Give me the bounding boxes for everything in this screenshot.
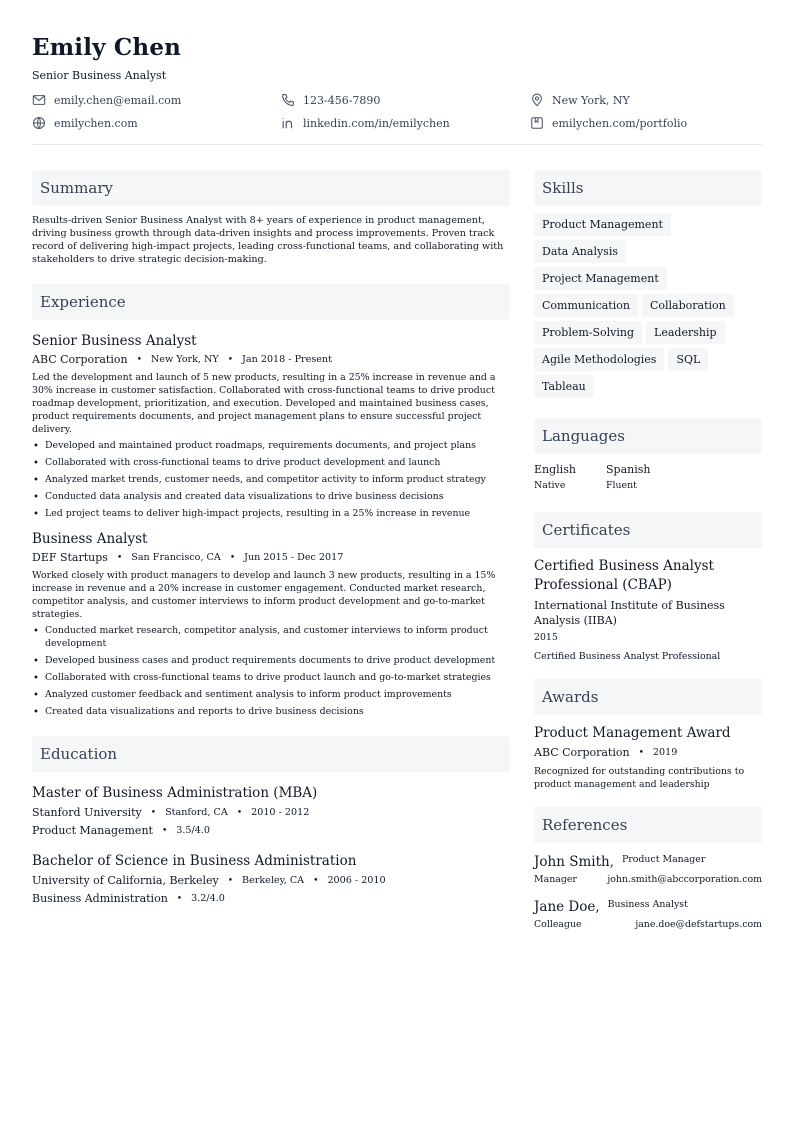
mail-icon <box>32 93 46 107</box>
job-title: Business Analyst <box>32 531 148 547</box>
header-divider <box>32 144 762 145</box>
job-meta <box>32 551 510 565</box>
summary-text: Results-driven Senior Business Analyst with 8+ years of experience in product management, driving business growth through data-driven insights and process improvements. Proven track record of delivering high-impact projects, leading cross-functional teams, and collaborating with stakeholders to drive strategic decision-making. <box>32 215 504 265</box>
reference-email[interactable]: john.smith@abccorporation.com <box>607 874 762 885</box>
field-of-study: Product Management <box>32 824 153 837</box>
award-year: 2019 <box>652 747 678 758</box>
school-name: Stanford University <box>32 806 142 819</box>
certificate-issuer: International Institute of Business Analysis (IIBA) <box>534 599 725 627</box>
contact-phone[interactable] <box>281 92 530 108</box>
certificates-heading: Certificates <box>534 512 762 548</box>
bullet-item: • Created data visualizations and reports to drive business decisions <box>32 705 510 718</box>
separator-dot: • <box>150 808 157 818</box>
globe-icon <box>32 116 46 130</box>
job-dates: Jun 2015 - Dec 2017 <box>244 552 344 563</box>
languages-list <box>534 462 762 492</box>
contact-email[interactable] <box>32 92 281 108</box>
portfolio-text: emilychen.com/portfolio <box>552 116 688 130</box>
education-meta <box>32 874 510 888</box>
reference-role: Business Analyst <box>607 899 688 910</box>
certificate-year: 2015 <box>534 632 558 643</box>
language-name: Spanish <box>606 463 651 476</box>
language-item <box>606 462 678 492</box>
job-location: San Francisco, CA <box>131 552 221 563</box>
education-heading: Education <box>32 736 510 772</box>
portfolio-icon <box>530 116 544 130</box>
separator-dot: • <box>161 826 168 836</box>
reference-details <box>534 874 762 886</box>
job-description: Worked closely with product managers to develop and launch 3 new products, resulting in a 15% increase in revenue and a 20% increase in customer engagement. Conducted market research, competitor analysis, and customer interviews to inform product development and go-to-market strategies. <box>32 570 496 620</box>
reference-relation: Manager <box>534 874 577 885</box>
separator-dot: • <box>236 808 243 818</box>
school-location: Berkeley, CA <box>242 875 305 886</box>
right-column <box>534 170 762 931</box>
contact-linkedin[interactable] <box>281 115 530 131</box>
education-entry <box>32 784 510 838</box>
company-name: DEF Startups <box>32 551 108 564</box>
map-pin-icon <box>530 93 544 107</box>
reference-details <box>534 919 762 931</box>
separator-dot: • <box>638 748 644 758</box>
job-description: Led the development and launch of 5 new products, resulting in a 25% increase in revenue and a 30% increase in customer satisfaction. Collaborated with cross-functional teams to drive product roadmap development, prioritization, and execution. Developed and maintained business cases, product requirements documents, and project management plans to ensure successful project delivery. <box>32 372 496 435</box>
separator-dot: • <box>229 553 236 563</box>
reference-name: Jane Doe, <box>534 899 600 915</box>
certificate-description: Certified Business Analyst Professional <box>534 651 721 662</box>
separator-dot: • <box>176 894 183 904</box>
language-level: Fluent <box>606 480 637 491</box>
website-text: emilychen.com <box>54 116 138 130</box>
education-dates: 2010 - 2012 <box>251 807 310 818</box>
linkedin-text: linkedin.com/in/emilychen <box>303 116 450 130</box>
job-meta <box>32 353 510 367</box>
separator-dot: • <box>227 876 234 886</box>
skill-chip: Project Management <box>534 267 667 290</box>
bullet-item: • Analyzed market trends, customer needs, and competitor activity to inform product strategy <box>32 473 510 486</box>
skill-chip: Problem-Solving <box>534 321 642 344</box>
education-field-row <box>32 824 510 838</box>
email-text: emily.chen@email.com <box>54 93 182 107</box>
skill-chip: Product Management <box>534 213 671 236</box>
bullet-item: • Developed business cases and product requirements documents to drive product development <box>32 654 510 667</box>
skill-chip: Communication <box>534 294 638 317</box>
candidate-name: Emily Chen <box>32 34 182 61</box>
reference-item <box>534 898 762 931</box>
skill-chip: Data Analysis <box>534 240 626 263</box>
linkedin-icon <box>281 116 295 130</box>
skills-list <box>534 213 762 402</box>
job-bullets <box>32 624 510 718</box>
skill-chip: SQL <box>668 348 708 371</box>
bullet-item: • Collaborated with cross-functional teams to drive product launch and go-to-market strategies <box>32 671 510 684</box>
language-item <box>534 462 606 492</box>
job-location: New York, NY <box>150 354 219 365</box>
bullet-item: • Conducted market research, competitor analysis, and customer interviews to inform product development <box>32 624 510 650</box>
education-dates: 2006 - 2010 <box>327 875 386 886</box>
certificate-title: Certified Business Analyst Professional (CBAP) <box>534 558 714 593</box>
school-location: Stanford, CA <box>165 807 228 818</box>
education-field-row <box>32 892 510 906</box>
reference-email[interactable]: jane.doe@defstartups.com <box>635 919 762 930</box>
reference-item <box>534 853 762 886</box>
company-name: ABC Corporation <box>32 353 128 366</box>
candidate-title: Senior Business Analyst <box>32 69 167 82</box>
separator-dot: • <box>136 355 142 365</box>
language-level: Native <box>534 480 566 491</box>
contact-list <box>32 92 762 131</box>
reference-role: Product Manager <box>622 854 706 865</box>
reference-header <box>534 898 762 917</box>
contact-portfolio[interactable] <box>530 115 762 131</box>
bullet-item: • Collaborated with cross-functional teams to drive product development and launch <box>32 456 510 469</box>
reference-header <box>534 853 762 872</box>
experience-heading: Experience <box>32 284 510 320</box>
summary-heading: Summary <box>32 170 510 206</box>
skill-chip: Collaboration <box>642 294 734 317</box>
experience-entry <box>32 332 510 520</box>
award-meta <box>534 746 762 760</box>
awards-heading: Awards <box>534 679 762 715</box>
location-text: New York, NY <box>552 93 630 107</box>
award-org: ABC Corporation <box>534 746 630 759</box>
phone-text: 123-456-7890 <box>303 93 381 107</box>
bullet-item: • Analyzed customer feedback and sentiment analysis to inform product improvements <box>32 688 510 701</box>
references-heading: References <box>534 807 762 843</box>
gpa: 3.5/4.0 <box>176 825 211 836</box>
school-name: University of California, Berkeley <box>32 874 219 887</box>
award-title: Product Management Award <box>534 725 731 741</box>
contact-location <box>530 92 762 108</box>
degree-title: Bachelor of Science in Business Administration <box>32 853 357 869</box>
degree-title: Master of Business Administration (MBA) <box>32 785 318 801</box>
job-title: Senior Business Analyst <box>32 333 197 349</box>
language-name: English <box>534 463 576 476</box>
left-column <box>32 170 510 906</box>
gpa: 3.2/4.0 <box>191 893 225 904</box>
skill-chip: Agile Methodologies <box>534 348 664 371</box>
job-bullets <box>32 439 510 520</box>
reference-name: John Smith, <box>534 854 614 870</box>
reference-relation: Colleague <box>534 919 582 930</box>
skill-chip: Tableau <box>534 375 594 398</box>
languages-heading: Languages <box>534 418 762 454</box>
separator-dot: • <box>227 355 234 365</box>
field-of-study: Business Administration <box>32 892 168 905</box>
experience-entry <box>32 530 510 718</box>
bullet-item: • Led project teams to deliver high-impact projects, resulting in a 25% increase in revenue <box>32 507 510 520</box>
skill-chip: Leadership <box>646 321 724 344</box>
resume-header <box>32 32 762 131</box>
separator-dot: • <box>116 553 123 563</box>
bullet-item: • Conducted data analysis and created data visualizations to drive business decisions <box>32 490 510 503</box>
award-description: Recognized for outstanding contributions to product management and leadership <box>534 766 745 790</box>
phone-icon <box>281 93 295 107</box>
bullet-item: • Developed and maintained product roadmaps, requirements documents, and project plans <box>32 439 510 452</box>
job-dates: Jan 2018 - Present <box>242 354 332 365</box>
education-entry <box>32 852 510 906</box>
contact-website[interactable] <box>32 115 281 131</box>
skills-heading: Skills <box>534 170 762 206</box>
separator-dot: • <box>313 876 319 886</box>
education-meta <box>32 806 510 820</box>
